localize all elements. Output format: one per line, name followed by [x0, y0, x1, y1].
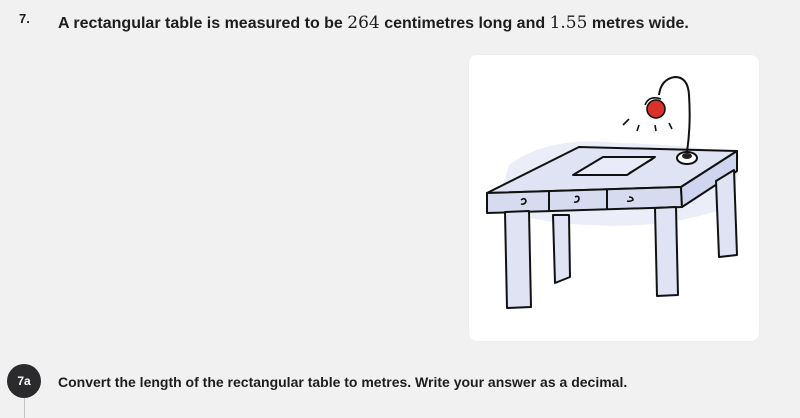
question-text-part: A rectangular table is measured to be [58, 15, 343, 32]
width-value: 1.55 [549, 13, 588, 33]
question-text-part: centimetres long and [384, 15, 546, 32]
table-illustration [469, 55, 759, 341]
subquestion-badge: 7a [7, 364, 41, 398]
question-text-part: metres wide. [591, 15, 689, 32]
question-text [58, 11, 689, 36]
question-rail [24, 397, 25, 418]
subquestion-text: Convert the length of the rectangular table to metres. Write your answer as a decimal. [58, 374, 628, 390]
figure-card [469, 55, 759, 341]
question-number: 7. [19, 11, 30, 26]
length-value: 264 [347, 13, 380, 33]
